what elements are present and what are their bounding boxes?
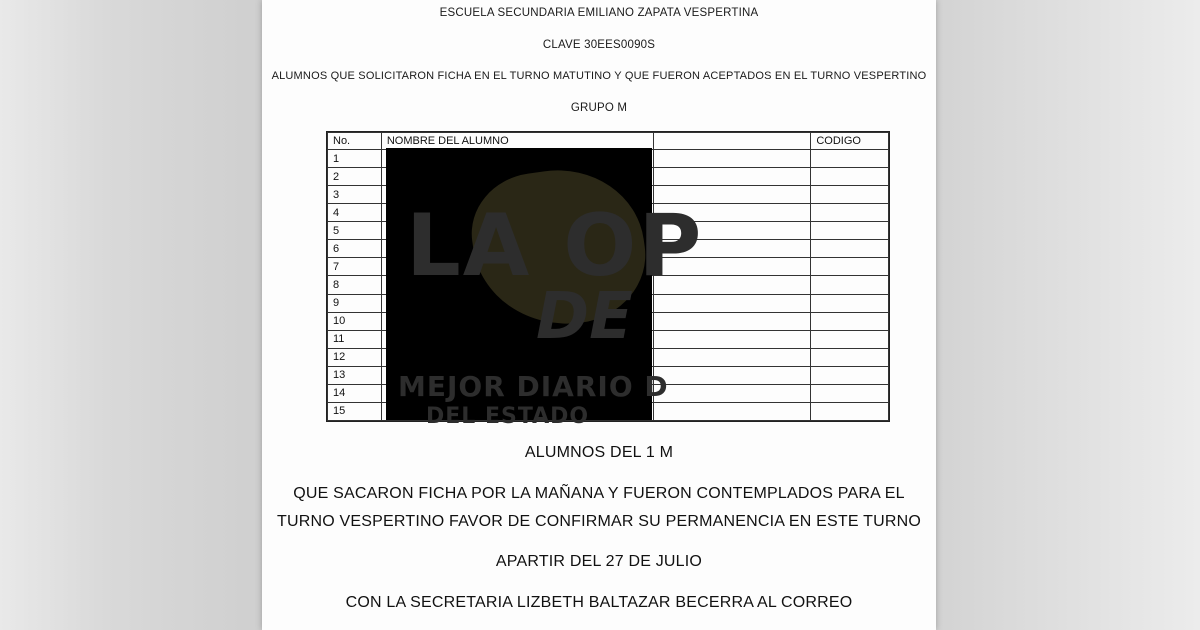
notice-date: APARTIR DEL 27 DE JULIO xyxy=(495,553,703,570)
cell-code xyxy=(811,168,889,186)
row-number: 6 xyxy=(328,240,382,258)
row-number: 5 xyxy=(328,222,382,240)
header-number: No. xyxy=(328,133,382,150)
notice-group: ALUMNOS DEL 1 M xyxy=(524,444,674,461)
notice-line: TURNO VESPERTINO FAVOR DE CONFIRMAR SU PERMANENCIA EN ESTE TURNO xyxy=(277,513,921,530)
cell-code xyxy=(811,312,889,330)
cell-extra xyxy=(654,366,811,384)
cell-code xyxy=(811,402,889,420)
row-number: 2 xyxy=(328,168,382,186)
row-number: 4 xyxy=(328,204,382,222)
cell-code xyxy=(811,186,889,204)
watermark-text: LA OP xyxy=(406,196,704,296)
row-number: 10 xyxy=(328,312,382,330)
cell-code xyxy=(811,330,889,348)
document-sheet xyxy=(262,0,936,630)
school-name: ESCUELA SECUNDARIA EMILIANO ZAPATA VESPERTINA xyxy=(439,7,759,19)
background-right xyxy=(936,0,1200,630)
cell-extra xyxy=(654,168,811,186)
cell-code xyxy=(811,222,889,240)
watermark-text: DEL ESTADO xyxy=(426,404,590,429)
cell-code xyxy=(811,384,889,402)
cell-code xyxy=(811,258,889,276)
watermark-text: DE xyxy=(536,280,633,354)
header-student-name: NOMBRE DEL ALUMNO xyxy=(381,133,653,150)
row-number: 15 xyxy=(328,402,382,420)
cell-code xyxy=(811,204,889,222)
cell-extra xyxy=(654,294,811,312)
document-subtitle: ALUMNOS QUE SOLICITARON FICHA EN EL TURNO MATUTINO Y QUE FUERON ACEPTADOS EN EL TURNO VESPERTINO xyxy=(271,70,927,82)
group-label: GRUPO M xyxy=(570,102,628,114)
cell-extra xyxy=(654,402,811,420)
cell-extra xyxy=(654,312,811,330)
row-number: 11 xyxy=(328,330,382,348)
row-number: 13 xyxy=(328,366,382,384)
cell-code xyxy=(811,276,889,294)
cell-extra xyxy=(654,348,811,366)
header-code: CODIGO xyxy=(811,133,889,150)
row-number: 7 xyxy=(328,258,382,276)
notice-line: QUE SACARON FICHA POR LA MAÑANA Y FUERON CONTEMPLADOS PARA EL xyxy=(293,485,905,502)
cell-code xyxy=(811,294,889,312)
row-number: 3 xyxy=(328,186,382,204)
cell-extra xyxy=(654,330,811,348)
background-left xyxy=(0,0,262,630)
cell-code xyxy=(811,348,889,366)
row-number: 9 xyxy=(328,294,382,312)
table-header-row xyxy=(328,133,889,150)
row-number: 12 xyxy=(328,348,382,366)
notice-contact: CON LA SECRETARIA LIZBETH BALTAZAR BECERRA AL CORREO xyxy=(345,594,853,611)
cell-extra xyxy=(654,384,811,402)
header-blank xyxy=(654,133,811,150)
cell-code xyxy=(811,240,889,258)
redaction-block xyxy=(386,148,704,429)
cell-code xyxy=(811,150,889,168)
row-number: 8 xyxy=(328,276,382,294)
school-clave: CLAVE 30EES0090S xyxy=(542,39,656,51)
watermark-text: MEJOR DIARIO D xyxy=(398,370,669,403)
row-number: 1 xyxy=(328,150,382,168)
cell-code xyxy=(811,366,889,384)
row-number: 14 xyxy=(328,384,382,402)
cell-extra xyxy=(654,150,811,168)
